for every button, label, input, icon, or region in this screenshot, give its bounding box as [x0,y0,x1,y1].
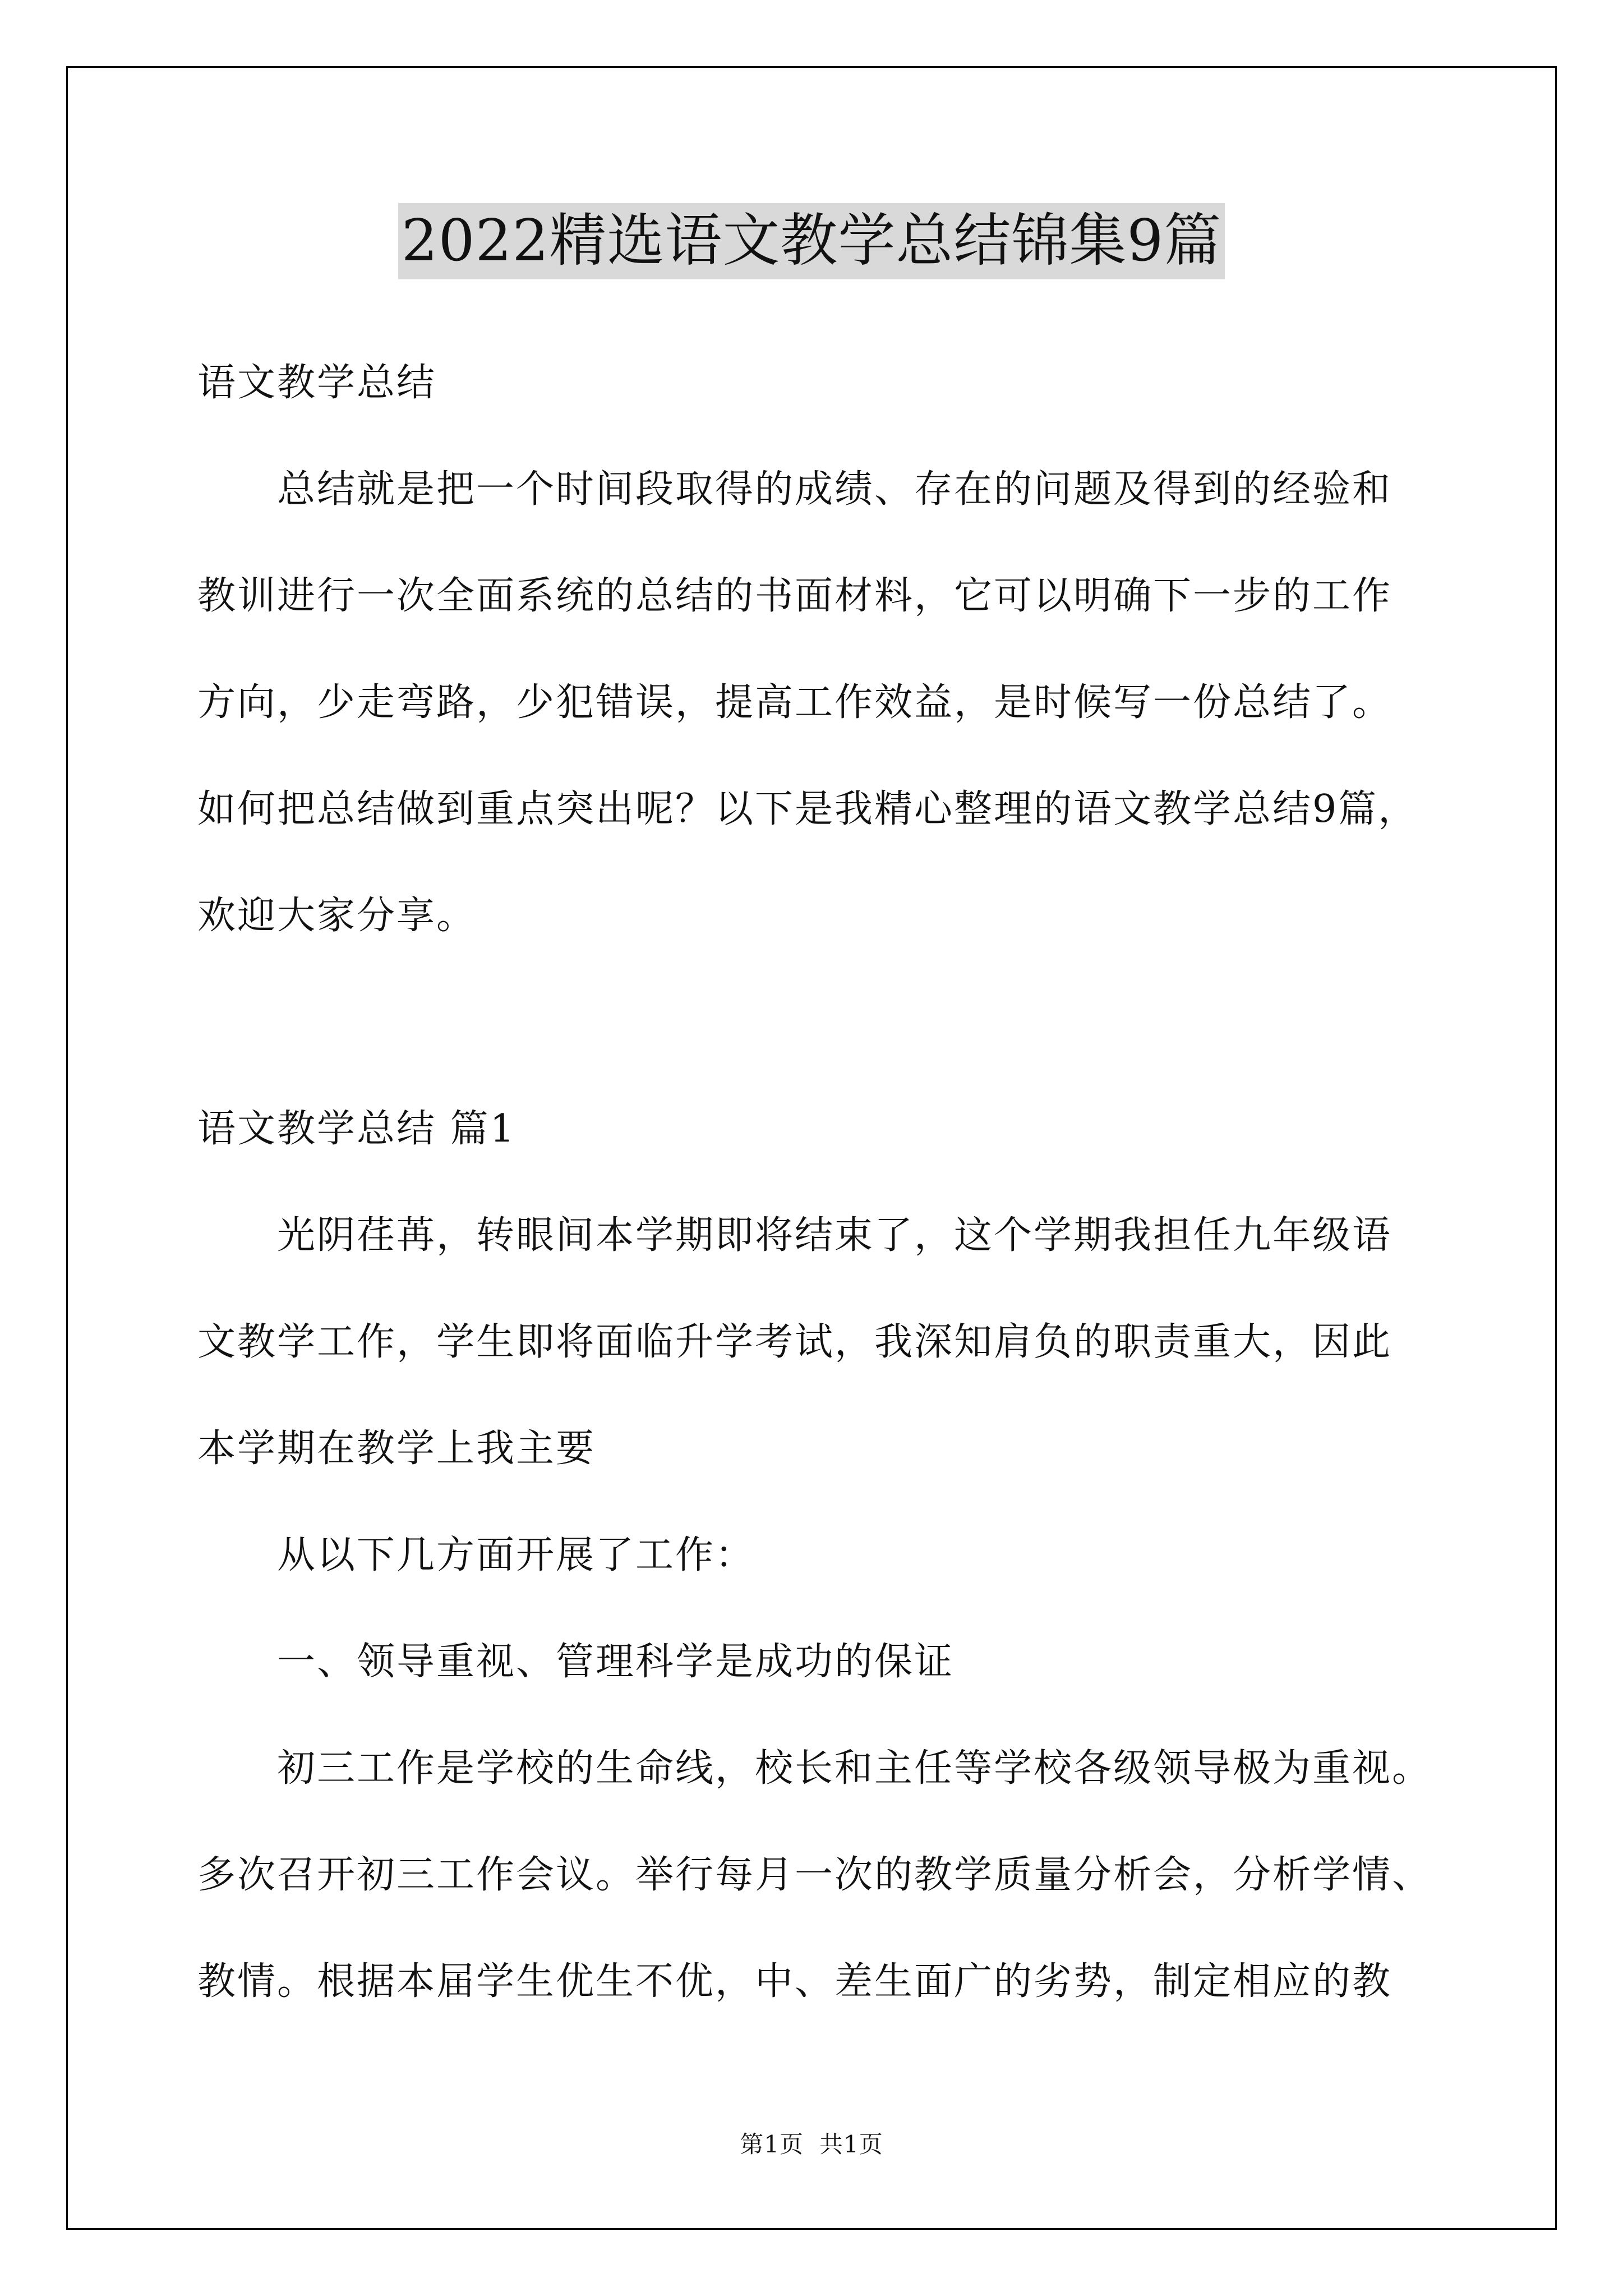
paragraph-line: 多次召开初三工作会议。举行每月一次的教学质量分析会，分析学情、 [197,1853,1432,1897]
paragraph-line: 本学期在教学上我主要 [197,1427,596,1471]
paragraph-line: 初三工作是学校的生命线，校长和主任等学校各级领导极为重视。 [197,1746,1432,1791]
section-heading: 语文教学总结 [197,361,437,405]
subheading-line: 一、领导重视、管理科学是成功的保证 [197,1640,955,1684]
page-number-current: 第1页 [740,2131,804,2158]
paragraph-line: 光阴荏苒，转眼间本学期即将结束了，这个学期我担任九年级语 [197,1213,1393,1258]
page-number-total: 共1页 [819,2131,883,2158]
paragraph-line: 欢迎大家分享。 [197,894,477,938]
paragraph-line: 总结就是把一个时间段取得的成绩、存在的问题及得到的经验和 [197,467,1393,512]
section-heading: 语文教学总结 篇1 [197,1107,516,1151]
document-title: 2022精选语文教学总结锦集9篇 [398,203,1225,279]
page-footer [0,2126,1623,2160]
paragraph-line: 教训进行一次全面系统的总结的书面材料，它可以明确下一步的工作 [197,574,1393,618]
paragraph-line: 从以下几方面开展了工作： [197,1533,755,1577]
paragraph-line: 教情。根据本届学生优生不优，中、差生面广的劣势，制定相应的教 [197,1959,1393,2004]
paragraph-line: 文教学工作，学生即将面临升学考试，我深知肩负的职责重大，因此 [197,1320,1393,1364]
title-container [0,203,1623,279]
paragraph-line: 如何把总结做到重点突出呢？以下是我精心整理的语文教学总结9篇， [197,787,1418,831]
paragraph-line: 方向，少走弯路，少犯错误，提高工作效益，是时候写一份总结了。 [197,680,1393,725]
